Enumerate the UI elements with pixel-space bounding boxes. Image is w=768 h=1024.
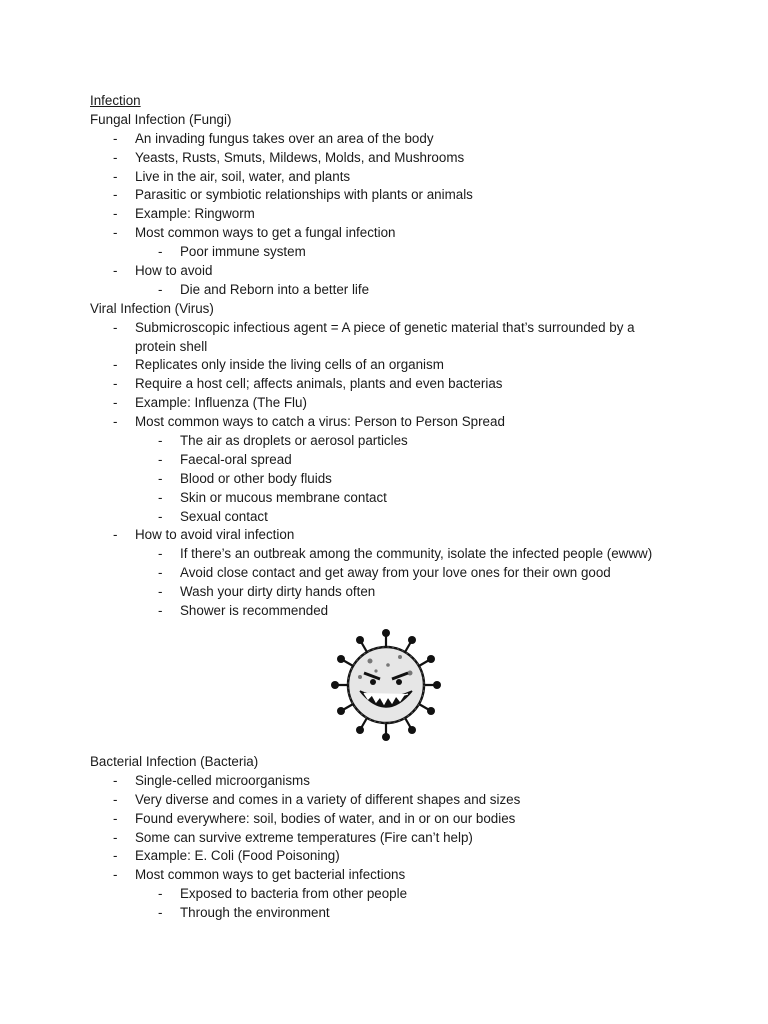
sub-list-item: - Faecal-oral spread (158, 451, 292, 467)
list-item: - Parasitic or symbiotic relationships with plants or animals (113, 187, 473, 203)
list-item: - Require a host cell; affects animals, plants and even bacterias (113, 376, 503, 392)
list-item: - Example: Ringworm (113, 206, 255, 222)
list-item-continuation: protein shell (135, 338, 208, 354)
section-heading-fungal: Fungal Infection (Fungi) (90, 111, 232, 127)
list-item: - Example: E. Coli (Food Poisoning) (113, 848, 340, 864)
sub-list-item: - Shower is recommended (158, 603, 329, 619)
page-title: Infection (90, 93, 141, 108)
list-item: - Some can survive extreme temperatures (Fire can’t help) (113, 829, 473, 845)
list-item: - Very diverse and comes in a variety of different shapes and sizes (113, 791, 521, 807)
list-item: - Most common ways to catch a virus: Person to Person Spread (113, 414, 505, 430)
document-page (90, 92, 690, 923)
sub-list-item: - Skin or mucous membrane contact (158, 489, 387, 505)
list-item: - How to avoid (113, 263, 213, 279)
list-item: - An invading fungus takes over an area of the body (113, 130, 434, 146)
sub-list-item: - The air as droplets or aerosol particles (158, 433, 408, 449)
sub-list-item: - Blood or other body fluids (158, 470, 332, 486)
list-item: - How to avoid viral infection (113, 527, 295, 543)
list-item: - Single-celled microorganisms (113, 772, 310, 788)
sub-list-item: - Wash your dirty dirty hands often (158, 584, 376, 600)
section-heading-bacterial: Bacterial Infection (Bacteria) (90, 753, 259, 769)
sub-list-item: - Die and Reborn into a better life (158, 281, 370, 297)
sub-list-item: - Sexual contact (158, 508, 268, 524)
sub-list-item: - Through the environment (158, 905, 330, 921)
list-item: - Replicates only inside the living cells of an organism (113, 357, 444, 373)
virus-cartoon-icon (330, 627, 442, 743)
list-item: - Yeasts, Rusts, Smuts, Mildews, Molds, and Mushrooms (113, 149, 465, 165)
list-item: - Submicroscopic infectious agent = A piece of genetic material that’s surrounded by a (113, 319, 635, 335)
sub-list-item: - Poor immune system (158, 244, 306, 260)
list-item: - Live in the air, soil, water, and plants (113, 168, 351, 184)
list-item: - Most common ways to get bacterial infections (113, 867, 406, 883)
list-item: - Most common ways to get a fungal infection (113, 225, 396, 241)
sub-list-item: - If there’s an outbreak among the community, isolate the infected people (ewww) (158, 546, 653, 562)
sub-list-item: - Exposed to bacteria from other people (158, 886, 408, 902)
virus-illustration (90, 621, 690, 753)
list-item: - Found everywhere: soil, bodies of water, and in or on our bodies (113, 810, 516, 826)
sub-list-item: - Avoid close contact and get away from your love ones for their own good (158, 565, 611, 581)
section-heading-viral: Viral Infection (Virus) (90, 300, 214, 316)
list-item: - Example: Influenza (The Flu) (113, 395, 307, 411)
